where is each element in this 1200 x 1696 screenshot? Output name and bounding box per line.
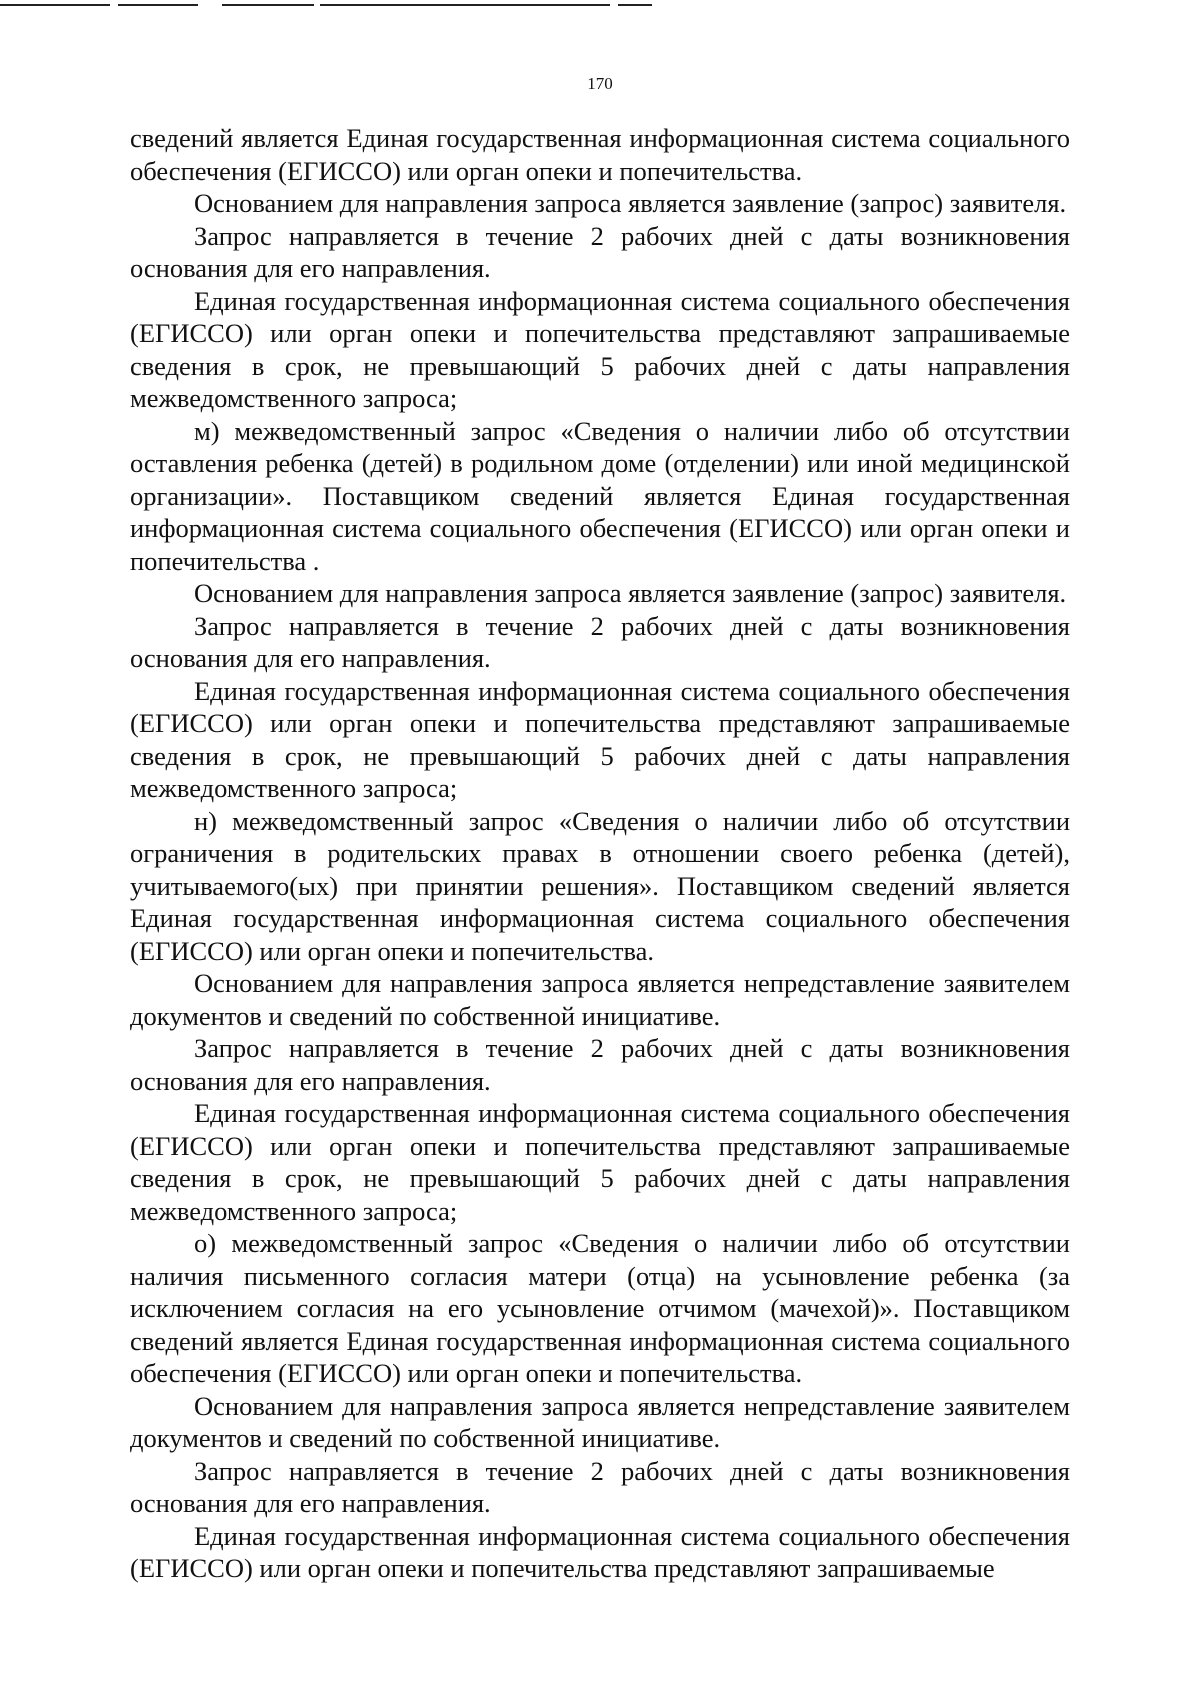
paragraph: Запрос направляется в течение 2 рабочих дней с даты возникновения основания для его направления. — [130, 610, 1070, 673]
paragraph: Основанием для направления запроса является непредставление заявителем документов и сведений по собственной инициативе. — [130, 1390, 1070, 1453]
paragraph: Основанием для направления запроса является заявление (запрос) заявителя. — [194, 188, 1067, 218]
page-number: 170 — [587, 74, 613, 93]
paragraph: Единая государственная информационная система социального обеспечения (ЕГИССО) или орган опеки и попечительства представляют запрашиваемые сведения в срок, не превышающий 5 рабочих дней с даты направления межведомственного запроса; — [130, 675, 1070, 803]
scan-artifact-line — [118, 4, 198, 6]
list-item-n: н) межведомственный запрос «Сведения о наличии либо об отсутствии ограничения в родительских правах в отношении своего ребенка (детей), учитываемого(ых) при принятии решения». Поставщиком сведений является Единая государственная информационная система социального обеспечения (ЕГИССО) или орган опеки и попечительства. — [130, 805, 1070, 966]
scan-artifact-line — [0, 4, 110, 6]
list-item-m: м) межведомственный запрос «Сведения о наличии либо об отсутствии оставления ребенка (детей) в родильном доме (отделении) или иной медицинской организации». Поставщиком сведений является Единая государственная информационная система социального обеспечения (ЕГИССО) или орган опеки и попечительства . — [130, 415, 1070, 576]
paragraph: Запрос направляется в течение 2 рабочих дней с даты возникновения основания для его направления. — [130, 1455, 1070, 1518]
paragraph: Единая государственная информационная система социального обеспечения (ЕГИССО) или орган опеки и попечительства представляют запрашиваемые сведения в срок, не превышающий 5 рабочих дней с даты направления межведомственного запроса; — [130, 285, 1070, 413]
paragraph: сведений является Единая государственная информационная система социального обеспечения (ЕГИССО) или орган опеки и попечительства. — [130, 123, 1070, 186]
paragraph: Основанием для направления запроса является заявление (запрос) заявителя. — [194, 578, 1067, 608]
paragraph: Единая государственная информационная система социального обеспечения (ЕГИССО) или орган опеки и попечительства представляют запрашиваемые сведения в срок, не превышающий 5 рабочих дней с даты направления межведомственного запроса; — [130, 1098, 1070, 1226]
paragraph: Запрос направляется в течение 2 рабочих дней с даты возникновения основания для его направления. — [130, 1033, 1070, 1096]
list-item-o: о) межведомственный запрос «Сведения о наличии либо об отсутствии наличия письменного согласия матери (отца) на усыновление ребенка (за исключением согласия на его усыновление отчимом (мачехой)». Поставщиком сведений является Единая государственная информационная система социального обеспечения (ЕГИССО) или орган опеки и попечительства. — [130, 1228, 1070, 1388]
paragraph: Основанием для направления запроса является непредставление заявителем документов и сведений по собственной инициативе. — [130, 968, 1070, 1031]
document-body — [130, 122, 1070, 1585]
paragraph: Единая государственная информационная система социального обеспечения (ЕГИССО) или орган опеки и попечительства представляют запрашиваемые — [130, 1520, 1070, 1583]
scan-artifact-line — [320, 4, 610, 6]
scan-artifact-line — [222, 4, 314, 6]
paragraph: Запрос направляется в течение 2 рабочих дней с даты возникновения основания для его направления. — [130, 220, 1070, 283]
scan-artifact-line — [618, 4, 652, 6]
